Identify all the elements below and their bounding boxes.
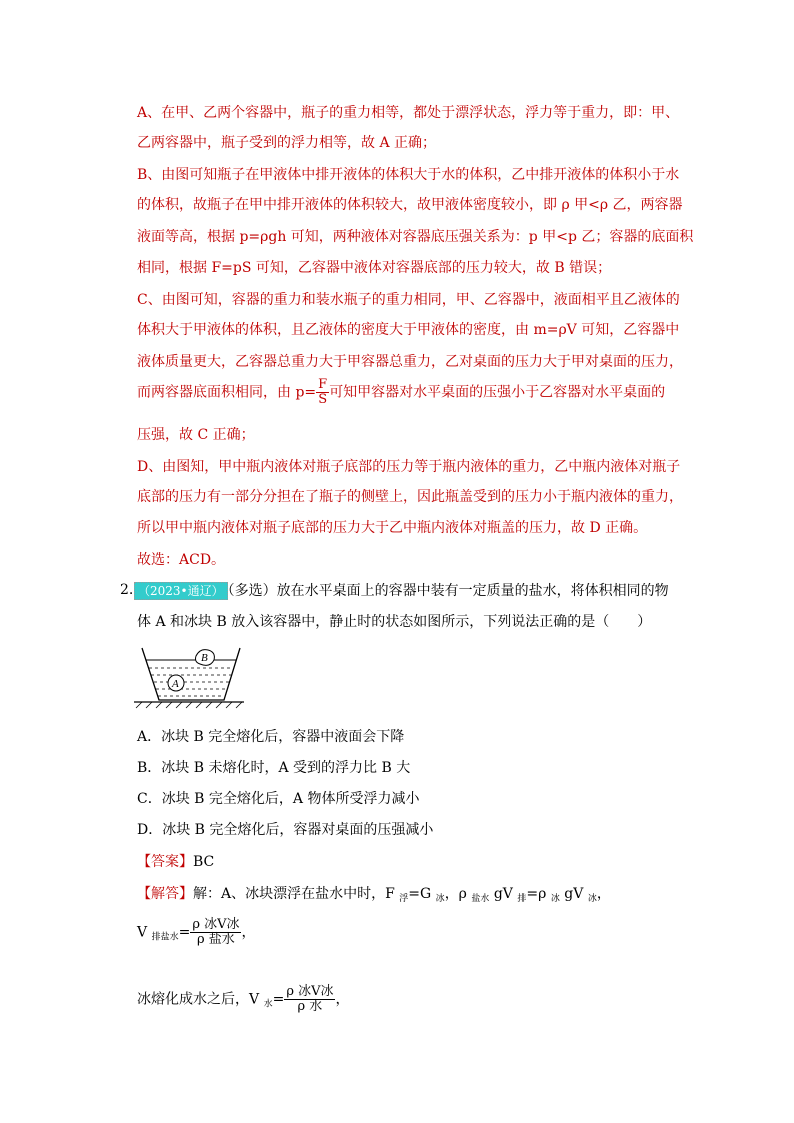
analysis-l2-pre: V	[137, 924, 152, 941]
sub-ice-3: 冰	[587, 894, 597, 904]
liquid-dashes	[149, 668, 233, 696]
solution-d-line2: 底部的压力有一部分分担在了瓶子的侧壁上，因此瓶盖受到的压力小于瓶内液体的重力，	[137, 489, 683, 505]
solution-d-line1: D、由图知，甲中瓶内液体对瓶子底部的压力等于瓶内液体的重力，乙中瓶内液体对瓶子	[137, 459, 681, 475]
sub-displaced: 排	[517, 894, 527, 904]
object-a-label: A	[172, 678, 179, 690]
analysis-l2-eq: =	[178, 924, 191, 941]
question-number: 2.	[120, 582, 134, 598]
sub-water: 水	[263, 999, 273, 1010]
table-hatching	[136, 702, 242, 708]
answer-tag: 【答案】	[137, 854, 193, 870]
analysis-l1-end: ，	[596, 886, 611, 902]
solution-c-line4-pre: 而两容器底面积相同，由 p=	[137, 384, 317, 401]
analysis-l1-m2: ，ρ	[444, 886, 472, 902]
question-stem-line1	[134, 581, 669, 601]
solution-d-line3: 所以甲中瓶内液体对瓶子底部的压力大于乙中瓶内液体对瓶盖的压力，故 D 正确。	[137, 520, 648, 536]
analysis-l2-end: ，	[241, 924, 256, 941]
question-stem-line2: 体 A 和冰块 B 放入该容器中，静止时的状态如图所示，下列说法正确的是（ ）	[137, 614, 652, 630]
solution-b-line4: 相同，根据 F=pS 可知，乙容器中液体对容器底部的压力较大，故 B 错误；	[137, 260, 612, 276]
sub-displaced-brine: 排盐水	[151, 932, 179, 943]
analysis-line3	[137, 985, 349, 1015]
sub-buoyancy: 浮	[399, 894, 409, 904]
answer-value: BC	[193, 854, 215, 870]
solution-c-line3: 液体质量更大，乙容器总重力大于甲容器总重力，乙对桌面的压力大于甲对桌面的压力，	[137, 354, 683, 370]
pressure-fraction-den: S	[318, 392, 328, 407]
solution-c-line2: 体积大于甲液体的体积，且乙液体的密度大于甲液体的密度，由 m=ρV 可知，乙容器中	[137, 322, 680, 338]
solution-c-line1: C、由图可知，容器的重力和装水瓶子的重力相同，甲、乙容器中，液面相平且乙液体的	[137, 292, 680, 308]
answer-line	[137, 852, 214, 872]
analysis-l3-end: ，	[335, 991, 350, 1008]
volume-fraction-1-num: ρ 冰V冰	[192, 917, 240, 932]
pressure-fraction-num: F	[318, 377, 328, 392]
analysis-line2	[137, 918, 255, 948]
analysis-l1-m4: =ρ	[526, 886, 551, 902]
solution-b-line1: B、由图可知瓶子在甲液体中排开液体的体积大于水的体积，乙中排开液体的体积小于水	[137, 167, 680, 183]
analysis-l1-pre: 解：A、冰块漂浮在盐水中时，F	[193, 886, 400, 902]
analysis-l1-m5: gV	[559, 886, 588, 902]
solution-a-line2: 乙两容器中，瓶子受到的浮力相等，故 A 正确；	[137, 135, 437, 151]
sub-ice-2: 冰	[550, 894, 560, 904]
volume-fraction-1	[190, 918, 241, 947]
analysis-l1-m3: gV	[489, 886, 518, 902]
option-a: A．冰块 B 完全熔化后，容器中液面会下降	[137, 729, 405, 745]
ice-block-b-label: B	[201, 652, 208, 664]
solution-b-line3: 液面等高，根据 p=ρgh 可知，两种液体对容器底压强关系为：p 甲<p 乙；容器的底面积	[137, 229, 694, 245]
sub-ice: 冰	[435, 894, 445, 904]
analysis-line1	[137, 884, 611, 909]
option-d: D．冰块 B 完全熔化后，容器对桌面的压强减小	[137, 822, 434, 838]
analysis-l3-pre: 冰熔化成水之后，V	[137, 991, 264, 1008]
solution-b-line2: 的体积，故瓶子在甲中排开液体的体积较大，故甲液体密度较小，即 ρ 甲<ρ 乙，两容器	[137, 197, 683, 213]
volume-fraction-1-den: ρ 盐水	[197, 932, 235, 947]
solution-c-line4-post: 可知甲容器对水平桌面的压强小于乙容器对水平桌面的	[329, 384, 666, 401]
analysis-tag: 【解答】	[137, 886, 193, 902]
solution-choose: 故选：ACD。	[137, 552, 226, 568]
source-badge[interactable]: （2023•通辽）	[134, 582, 228, 600]
volume-fraction-2-den: ρ 水	[297, 999, 323, 1014]
solution-c-line5: 压强，故 C 正确；	[137, 427, 255, 443]
analysis-l3-eq: =	[272, 991, 285, 1008]
option-b: B．冰块 B 未熔化时，A 受到的浮力比 B 大	[137, 760, 411, 776]
sub-brine: 盐水	[471, 894, 490, 904]
pressure-fraction	[316, 378, 329, 407]
option-c: C．冰块 B 完全熔化后，A 物体所受浮力减小	[137, 791, 420, 807]
container-figure	[134, 642, 244, 712]
volume-fraction-2-num: ρ 冰V冰	[286, 984, 334, 999]
question-stem-text1: （多选）放在水平桌面上的容器中装有一定质量的盐水，将体积相同的物	[227, 583, 669, 599]
analysis-l1-m1: =G	[408, 886, 436, 902]
solution-c-line4	[137, 378, 665, 407]
container-outline	[142, 648, 240, 700]
solution-a-line1: A、在甲、乙两个容器中，瓶子的重力相等，都处于漂浮状态，浮力等于重力，即：甲、	[137, 105, 680, 121]
volume-fraction-2	[284, 985, 335, 1014]
